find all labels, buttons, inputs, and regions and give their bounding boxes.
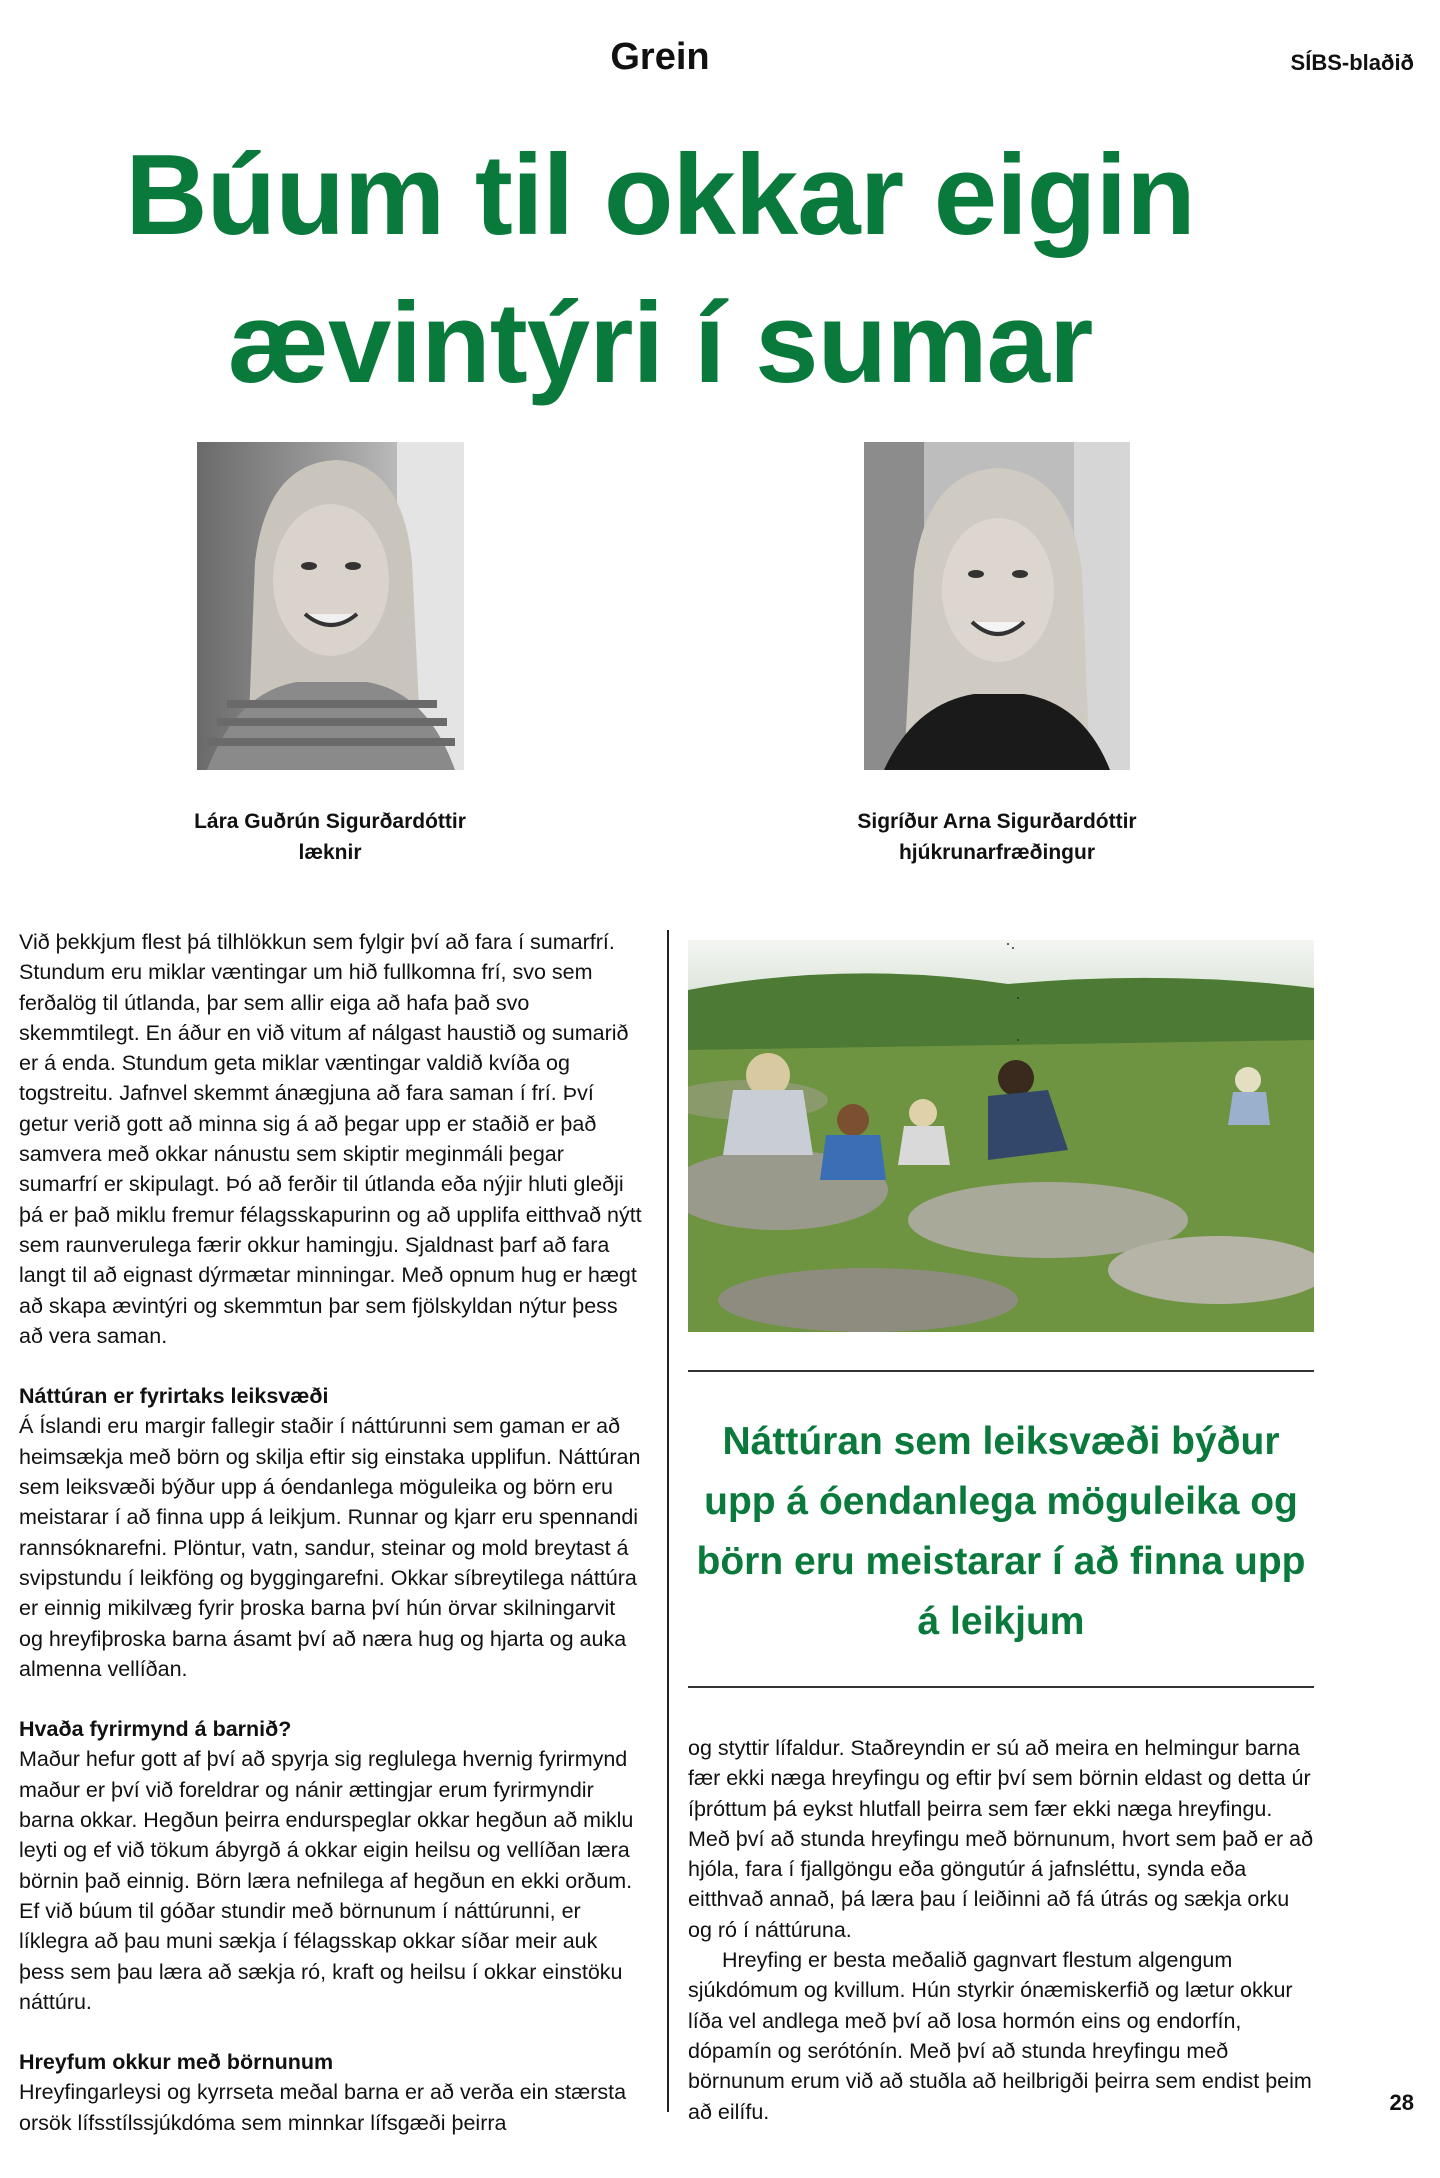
section-heading: Hvaða fyrirmynd á barnið? <box>19 1717 292 1742</box>
author-caption-1 <box>110 806 550 868</box>
column-divider <box>667 930 669 2112</box>
pull-quote-rule-bottom <box>688 1686 1314 1688</box>
left-column <box>19 927 644 2138</box>
author-caption-2 <box>777 806 1217 868</box>
page-number: 28 <box>1389 2090 1414 2115</box>
author-role: hjúkrunarfræðingur <box>898 841 1095 864</box>
nature-photo-image <box>688 940 1314 1332</box>
headline-line-1: Búum til okkar eigin <box>125 132 1195 259</box>
section-paragraph: Hreyfingarleysi og kyrrseta meðal barna er að verða ein stærsta orsök lífsstílssjúkdóma sem minnkar lífsgæði þeirra <box>19 2080 627 2135</box>
author-name: Sigríður Arna Sigurðardóttir <box>857 810 1137 833</box>
right-column <box>688 1733 1314 2127</box>
section-paragraph: Á Íslandi eru margir fallegir staðir í náttúrunni sem gaman er að heimsækja með börn og skilja eftir sig einstaka upplifun. Náttúran sem leiksvæði býður upp á óendanlega möguleika og börn eru meistarar í að finna upp á leikjum. Runnar og kjarr eru spennandi rannsóknarefni. Plöntur, vatn, sandur, steinar og mold breytast á svipstundu í leikföng og byggingarefni. Okkar síbreytilega náttúra er einnig mikilvæg fyrir þroska barna því hún örvar skilningarvit og hreyfiþroska barna ásamt því að næra hug og hjarta og auka almenna vellíðan. <box>19 1414 641 1681</box>
author-role: læknir <box>298 841 362 864</box>
continued-paragraph: Hreyfing er besta meðalið gagnvart flestum algengum sjúkdómum og kvillum. Hún styrkir ónæmiskerfið og lætur okkur líða vel andlega með því að losa hormón eins og endorfín, dópamín og serótónín. Með því að stunda hreyfingu með börnunum erum við að stuðla að heilbrigði þeirra sem endist þeim að eilífu. <box>688 1948 1312 2124</box>
section-heading: Náttúran er fyrirtaks leiksvæði <box>19 1384 329 1409</box>
family-nature-photo <box>688 940 1314 1332</box>
portrait-image <box>197 442 464 770</box>
continued-paragraph: og styttir lífaldur. Staðreyndin er sú að meira en helmingur barna fær ekki næga hreyfingu og eftir því sem börnin eldast og detta úr íþróttum þá eykst hlutfall þeirra sem fær ekki næga hreyfingu. Með því að stunda hreyfingu með börnunum, hvort sem það er að hjóla, fara í fjallgöngu eða göngutúr á jafnsléttu, synda eða eitthvað annað, þá læra þau í leiðinni að fá útrás og sækja orku og ró í náttúruna. <box>688 1736 1314 1942</box>
article-headline <box>0 122 1320 418</box>
magazine-name: SÍBS-blaðið <box>1290 50 1414 75</box>
intro-paragraph: Við þekkjum flest þá tilhlökkun sem fylgir því að fara í sumarfrí. Stundum eru miklar væntingar um hið fullkomna frí, svo sem ferðalög til útlanda, þar sem allir eiga að hafa það svo skemmtilegt. En áður en við vitum af nálgast haustið og sumarið er á enda. Stundum geta miklar væntingar valdið kvíða og togstreitu. Jafnvel skemmt ánægjuna að fara saman í frí. Því getur verið gott að minna sig á að þegar upp er staðið er það samvera með okkar nánustu sem skiptir meginmáli þegar sumarfrí er skipulagt. Þó að ferðir til útlanda eða nýjir hluti gleðji þá er það miklu fremur félagsskapurinn og að upplifa eitthvað nýtt sem raunverulega færir okkur hamingju. Sjaldnast þarf að fara langt til að eignast dýrmætar minningar. Með opnum hug er hægt að skapa ævintýri og skemmtun þar sem fjölskyldan nýtur þess að vera saman. <box>19 930 642 1348</box>
pull-quote-rule-top <box>688 1370 1314 1372</box>
author-photo-sigridur <box>864 442 1130 770</box>
section-paragraph: Maður hefur gott af því að spyrja sig reglulega hvernig fyrirmynd maður er því við foreldrar og nánir ættingjar erum fyrirmyndir barna okkar. Hegðun þeirra endurspeglar okkar hegðun að miklu leyti og ef við tökum ábyrgð á okkar eigin heilsu og vellíðan læra börnin það einnig. Börn læra nefnilega af hegðun en ekki orðum. Ef við búum til góðar stundir með börnunum í náttúrunni, er líklegra að þau muni sækja í félagsskap okkar síðar meir auk þess sem þau læra að sækja ró, kraft og heilsu í okkar einstöku náttúru. <box>19 1747 634 2014</box>
author-name: Lára Guðrún Sigurðardóttir <box>194 810 466 833</box>
portrait-image <box>864 442 1130 770</box>
author-photo-lara <box>197 442 464 770</box>
section-label: Grein <box>610 36 710 78</box>
headline-line-2: ævintýri í sumar <box>227 280 1093 407</box>
section-heading: Hreyfum okkur með börnunum <box>19 2050 334 2075</box>
pull-quote: Náttúran sem leiksvæði býður upp á óendanlega möguleika og börn eru meistarar í að finna upp á leikjum <box>696 1420 1306 1643</box>
